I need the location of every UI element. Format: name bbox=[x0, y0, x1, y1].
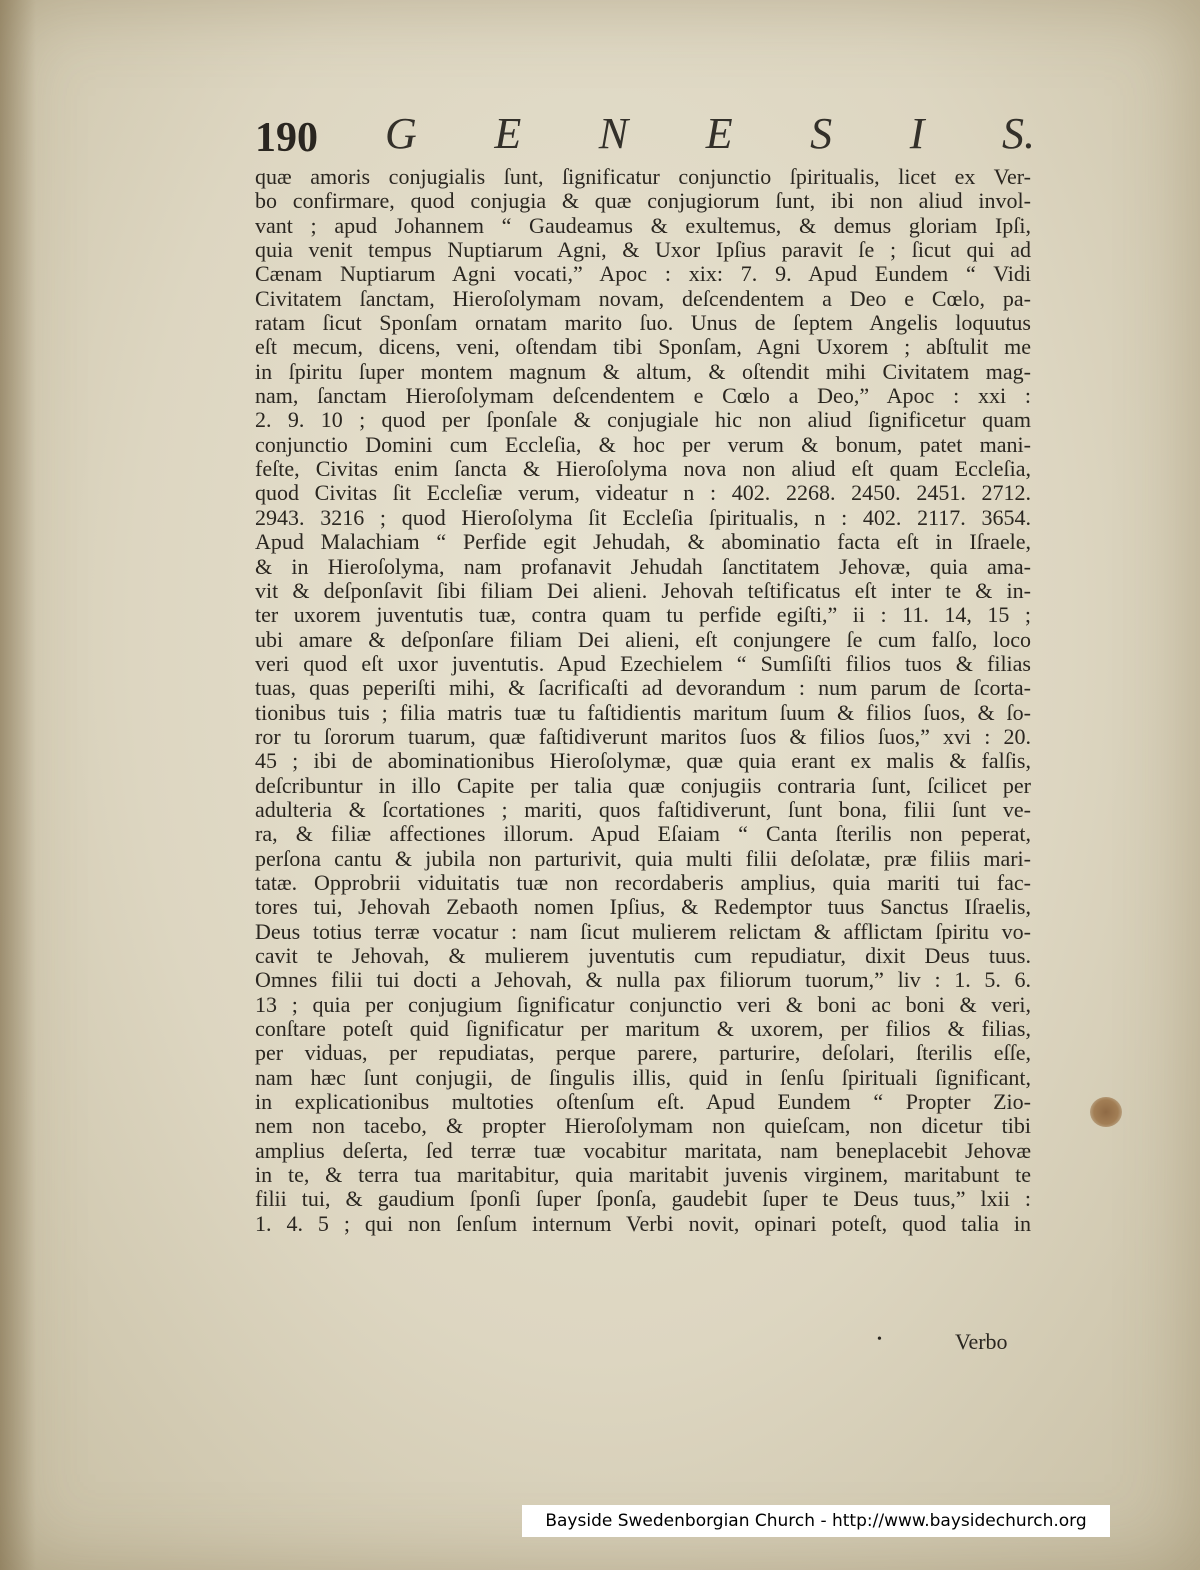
title-letter: N bbox=[598, 109, 629, 158]
text-line: per viduas, per repudiatas, perque parere, parturire, deſolari, ſterilis eſſe, bbox=[255, 1041, 1031, 1066]
text-line: filii tui, & gaudium ſponſi ſuper ſponſa, gaudebit ſuper te Deus tuus,” lxii : bbox=[255, 1187, 1031, 1212]
text-line: Civitatem ſanctam, Hieroſolymam novam, deſcendentem a Deo e Cœlo, pa- bbox=[255, 286, 1031, 311]
text-line: vit & deſponſavit ſibi filiam Dei alieni. Jehovah teſtificatus eſt inter te & in- bbox=[255, 578, 1031, 603]
title-letter: S bbox=[810, 109, 833, 158]
text-line: quæ amoris conjugialis ſunt, ſignificatur conjunctio ſpiritualis, licet ex Ver- bbox=[255, 165, 1031, 189]
footer-banner-link[interactable]: Bayside Swedenborgian Church - http://www.baysidechurch.org bbox=[522, 1505, 1110, 1537]
running-header bbox=[255, 108, 1035, 164]
text-line: tatæ. Opprobrii viduitatis tuæ non recordaberis amplius, quia mariti tui fac- bbox=[255, 870, 1031, 895]
text-line: tores tui, Jehovah Zebaoth nomen Ipſius, & Redemptor tuus Sanctus Iſraelis, bbox=[255, 895, 1031, 920]
text-line: ra, & filiæ affectiones illorum. Apud Eſaiam “ Canta ſterilis non peperat, bbox=[255, 822, 1031, 847]
text-line: nam, ſanctam Hieroſolymam deſcendentem e Cœlo a Deo,” Apoc : xxi : bbox=[255, 384, 1031, 409]
text-line: Omnes filii tui docti a Jehovah, & nulla pax filiorum tuorum,” liv : 1. 5. 6. bbox=[255, 968, 1031, 993]
text-line: quod Civitas ſit Eccleſiæ verum, videatur n : 402. 2268. 2450. 2451. 2712. bbox=[255, 481, 1031, 506]
title-letter: I bbox=[909, 109, 925, 158]
text-line: conſtare poteſt quid ſignificatur per maritum & uxorem, per filios & filias, bbox=[255, 1017, 1031, 1042]
text-line: 45 ; ibi de abominationibus Hieroſolymæ, quæ quia erant ex malis & falſis, bbox=[255, 749, 1031, 774]
title-letter: E bbox=[494, 109, 522, 158]
text-line: 2943. 3216 ; quod Hieroſolyma ſit Eccleſia ſpiritualis, n : 402. 2117. 3654. bbox=[255, 505, 1031, 530]
text-line: cavit te Jehovah, & mulierem juventutis cum repudiatur, dixit Deus tuus. bbox=[255, 944, 1031, 968]
text-line: 1. 4. 5 ; qui non ſenſum internum Verbi novit, opinari poteſt, quod talia in bbox=[255, 1211, 1031, 1236]
text-line: nem non tacebo, & propter Hieroſolymam non quieſcam, non dicetur tibi bbox=[255, 1114, 1031, 1139]
text-line: 13 ; quia per conjugium ſignificatur conjunctio veri & boni ac boni & veri, bbox=[255, 992, 1031, 1017]
text-line: 2. 9. 10 ; quod per ſponſale & conjugiale hic non aliud ſignificetur quam bbox=[255, 408, 1031, 433]
text-line: in ſpiritu ſuper montem magnum & altum, & oſtendit mihi Civitatem mag- bbox=[255, 359, 1031, 384]
text-line: Deus totius terræ vocatur : nam ſicut mulierem relictam & afflictam ſpiritu vo- bbox=[255, 919, 1031, 944]
spine-shadow bbox=[0, 0, 36, 1570]
text-line: in explicationibus multoties oſtenſum eſt. Apud Eundem “ Propter Zio- bbox=[255, 1090, 1031, 1115]
title-letter: G bbox=[385, 109, 417, 158]
text-line: Cænam Nuptiarum Agni vocati,” Apoc : xix: 7. 9. Apud Eundem “ Vidi bbox=[255, 262, 1031, 287]
text-line: perſona cantu & jubila non parturivit, quia multi filii deſolatæ, præ filiis mari- bbox=[255, 846, 1031, 871]
text-line: Apud Malachiam “ Perfide egit Jehudah, & abominatio facta eſt in Iſraele, bbox=[255, 530, 1031, 555]
text-line: feſte, Civitas enim ſancta & Hieroſolyma nova non aliud eſt quam Eccleſia, bbox=[255, 457, 1031, 482]
text-line: ror tu ſororum tuarum, quæ faſtidiverunt maritos ſuos & filios ſuos,” xvi : 20. bbox=[255, 724, 1031, 749]
running-title bbox=[385, 108, 1035, 159]
text-line: quia venit tempus Nuptiarum Agni, & Uxor Ipſius paravit ſe ; ſicut qui ad bbox=[255, 238, 1031, 263]
title-letter: S. bbox=[1001, 109, 1035, 158]
text-line: tuas, quas peperiſti mihi, & ſacrificaſti ad devorandum : num parum de ſcorta- bbox=[255, 676, 1031, 701]
text-line: tionibus tuis ; filia matris tuæ tu faſtidientis maritum ſuum & filios ſuos, & ſo- bbox=[255, 700, 1031, 725]
text-line: & in Hieroſolyma, nam profanavit Jehudah ſanctitatem Jehovæ, quia ama- bbox=[255, 554, 1031, 579]
ink-dot: • bbox=[877, 1332, 882, 1347]
text-line: conjunctio Domini cum Eccleſia, & hoc per verum & bonum, patet mani- bbox=[255, 432, 1031, 457]
text-line: ubi amare & deſponſare filiam Dei alieni, eſt conjungere ſe cum falſo, loco bbox=[255, 627, 1031, 652]
catchword: Verbo bbox=[955, 1329, 1008, 1354]
text-line: bo confirmare, quod conjugia & quæ conjugiorum ſunt, ibi non aliud invol- bbox=[255, 189, 1031, 214]
text-line: vant ; apud Johannem “ Gaudeamus & exultemus, & demus gloriam Ipſi, bbox=[255, 213, 1031, 238]
text-line: adulteria & ſcortationes ; mariti, quos faſtidiverunt, ſunt bona, filii ſunt ve- bbox=[255, 797, 1031, 822]
text-line: deſcribuntur in illo Capite per talia quæ conjugiis contraria ſunt, ſcilicet per bbox=[255, 773, 1031, 798]
text-line: nam hæc ſunt conjugii, de ſingulis illis, quid in ſenſu ſpirituali ſignificant, bbox=[255, 1065, 1031, 1090]
text-line: in te, & terra tua maritabitur, quia maritabit juvenis virginem, maritabunt te bbox=[255, 1163, 1031, 1188]
body-text bbox=[255, 165, 1031, 1236]
title-letter: E bbox=[705, 109, 733, 158]
paper-stain bbox=[1090, 1097, 1122, 1127]
text-line: ratam ſicut Sponſam ornatam marito ſuo. Unus de ſeptem Angelis loquutus bbox=[255, 311, 1031, 336]
text-line: eſt mecum, dicens, veni, oſtendam tibi Sponſam, Agni Uxorem ; abſtulit me bbox=[255, 335, 1031, 360]
text-line: veri quod eſt uxor juventutis. Apud Ezechielem “ Sumſiſti filios tuos & filias bbox=[255, 651, 1031, 676]
text-line: amplius deſerta, ſed terræ tuæ vocabitur maritata, nam beneplacebit Jehovæ bbox=[255, 1138, 1031, 1163]
page-number: 190 bbox=[255, 115, 318, 161]
text-line: ter uxorem juventutis tuæ, contra quam tu perfide egiſti,” ii : 11. 14, 15 ; bbox=[255, 603, 1031, 628]
